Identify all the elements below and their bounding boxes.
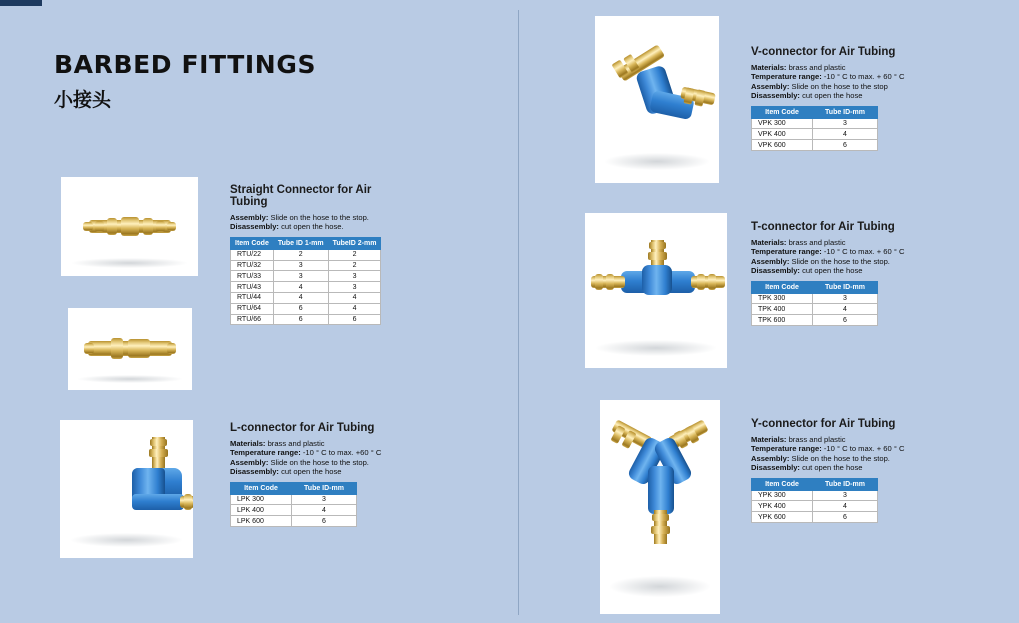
table-row (231, 292, 381, 303)
product-photo-straight-connector (61, 177, 198, 276)
product-table (751, 281, 878, 326)
cell-item-code: TPK 400 (752, 304, 813, 315)
product-block-l-connector (230, 422, 405, 527)
table-row (231, 282, 381, 293)
table-header-row (752, 106, 878, 118)
page-title-block (54, 50, 316, 112)
cell-item-code: LPK 600 (231, 516, 292, 527)
table-row (752, 501, 878, 512)
table-row (752, 512, 878, 523)
table-row (752, 304, 878, 315)
spec-label: Disassembly: (751, 463, 800, 473)
product-table (230, 482, 357, 527)
table-row (752, 118, 878, 129)
cell-tube-id: 4 (813, 501, 878, 512)
page-title: BARBED FITTINGS (54, 50, 317, 79)
spec-value: Slide on the hose to the stop. (791, 453, 890, 463)
product-block-t-connector (751, 221, 931, 326)
product-specs (751, 435, 931, 473)
product-specs (230, 213, 405, 232)
spec-value: Slide on the hose to the stop. (270, 457, 369, 467)
product-photo-y-connector (600, 400, 720, 614)
cell-item-code: YPK 400 (752, 501, 813, 512)
spec-value: -10 ° C to max. +60 ° C (302, 448, 382, 458)
spec-label: Temperature range: (230, 448, 301, 458)
spec-value: Slide on the hose to the stop. (270, 213, 369, 222)
product-table (751, 106, 878, 151)
table-row (752, 490, 878, 501)
spec-value: brass and plastic (788, 238, 846, 247)
product-table (751, 478, 878, 523)
cell-tube-id: 6 (813, 512, 878, 523)
table-row (231, 494, 357, 505)
table-row (752, 129, 878, 140)
cell-tube-id1: 3 (273, 271, 328, 282)
cell-tube-id1: 3 (273, 260, 328, 271)
spec-label: Temperature range: (751, 247, 822, 257)
table-header-cell: Tube ID-mm (292, 482, 357, 494)
spec-value: -10 ° C to max. + 60 ° C (823, 444, 905, 454)
spec-value: cut open the hose (281, 467, 342, 477)
catalog-page (0, 6, 1019, 623)
table-row (752, 293, 878, 304)
table-header-cell: Tube ID-mm (813, 281, 878, 293)
spec-value: brass and plastic (788, 63, 846, 72)
cell-tube-id1: 6 (273, 314, 328, 325)
table-header-cell: Item Code (752, 281, 813, 293)
cell-item-code: RTU/66 (231, 314, 274, 325)
product-title: L-connector for Air Tubing (230, 422, 375, 434)
product-specs (230, 439, 405, 477)
spec-label: Assembly: (230, 457, 269, 467)
table-row (752, 315, 878, 326)
table-header-cell: Tube ID-mm (813, 478, 878, 490)
cell-item-code: VPK 400 (752, 129, 813, 140)
cell-item-code: LPK 400 (231, 505, 292, 516)
table-header-cell: Tube ID-mm (813, 106, 878, 118)
product-specs (751, 238, 931, 276)
product-title: Straight Connector for Air Tubing (230, 184, 372, 208)
cell-item-code: YPK 600 (752, 512, 813, 523)
spec-label: Assembly: (230, 213, 269, 222)
cell-tube-id2: 6 (328, 314, 381, 325)
spec-value: brass and plastic (788, 435, 846, 444)
cell-tube-id1: 4 (273, 292, 328, 303)
spec-value: cut open the hose (802, 463, 863, 473)
table-row (231, 505, 357, 516)
cell-tube-id1: 4 (273, 282, 328, 293)
table-header-cell: TubeID 2-mm (328, 237, 381, 249)
table-header-cell: Item Code (752, 106, 813, 118)
cell-item-code: LPK 300 (231, 494, 292, 505)
cell-tube-id2: 3 (328, 282, 381, 293)
spec-label: Disassembly: (230, 467, 279, 477)
cell-tube-id2: 2 (328, 249, 381, 260)
table-header-cell: Item Code (752, 478, 813, 490)
cell-tube-id1: 6 (273, 303, 328, 314)
cell-item-code: RTU/32 (231, 260, 274, 271)
product-block-y-connector (751, 418, 931, 523)
table-header-cell: Item Code (231, 237, 274, 249)
spec-value: cut open the hose (802, 266, 863, 276)
page-subtitle: 小接头 (54, 89, 112, 111)
table-row (231, 303, 381, 314)
spec-value: cut open the hose. (281, 222, 344, 232)
cell-tube-id2: 3 (328, 271, 381, 282)
cell-tube-id: 3 (813, 118, 878, 129)
table-row (231, 249, 381, 260)
cell-tube-id: 6 (813, 140, 878, 151)
spec-label: Assembly: (751, 453, 790, 463)
cell-tube-id: 3 (292, 494, 357, 505)
cell-tube-id: 3 (813, 293, 878, 304)
cell-tube-id: 4 (813, 129, 878, 140)
cell-item-code: RTU/43 (231, 282, 274, 293)
cell-tube-id: 6 (292, 516, 357, 527)
product-block-straight-connector (230, 184, 405, 325)
table-header-row (231, 482, 357, 494)
spec-label: Disassembly: (751, 91, 800, 101)
table-header-row (231, 237, 381, 249)
spec-label: Materials: (751, 238, 787, 247)
cell-item-code: TPK 600 (752, 315, 813, 326)
table-row (231, 314, 381, 325)
product-photo-t-connector (585, 213, 727, 368)
cell-tube-id2: 4 (328, 292, 381, 303)
product-block-v-connector (751, 46, 931, 151)
spec-label: Assembly: (751, 256, 790, 266)
spec-label: Materials: (230, 439, 266, 448)
cell-tube-id2: 4 (328, 303, 381, 314)
product-photo-straight-connector-detail (68, 308, 192, 390)
cell-item-code: RTU/44 (231, 292, 274, 303)
table-row (231, 271, 381, 282)
table-row (752, 140, 878, 151)
cell-item-code: YPK 300 (752, 490, 813, 501)
table-header-row (752, 478, 878, 490)
spec-label: Temperature range: (751, 444, 822, 454)
table-row (231, 516, 357, 527)
spec-value: Slide on the hose to the stop (791, 81, 888, 91)
product-photo-v-connector (595, 16, 719, 183)
cell-tube-id2: 2 (328, 260, 381, 271)
spec-value: cut open the hose (802, 91, 863, 101)
cell-tube-id1: 2 (273, 249, 328, 260)
cell-item-code: RTU/64 (231, 303, 274, 314)
product-title: T-connector for Air Tubing (751, 221, 895, 233)
table-row (231, 260, 381, 271)
spec-value: brass and plastic (267, 439, 325, 448)
table-header-cell: Item Code (231, 482, 292, 494)
cell-item-code: RTU/22 (231, 249, 274, 260)
cell-tube-id: 4 (292, 505, 357, 516)
spec-value: -10 ° C to max. + 60 ° C (823, 247, 905, 257)
product-photo-l-connector (60, 420, 193, 558)
cell-item-code: TPK 300 (752, 293, 813, 304)
spec-label: Materials: (751, 435, 787, 444)
cell-item-code: VPK 300 (752, 118, 813, 129)
spec-label: Materials: (751, 63, 787, 72)
table-header-cell: Tube ID 1-mm (273, 237, 328, 249)
product-specs (751, 63, 931, 101)
cell-tube-id: 6 (813, 315, 878, 326)
product-table (230, 237, 381, 325)
cell-tube-id: 3 (813, 490, 878, 501)
spec-value: Slide on the hose to the stop. (791, 256, 890, 266)
cell-item-code: RTU/33 (231, 271, 274, 282)
spec-label: Disassembly: (751, 266, 800, 276)
spec-label: Assembly: (751, 81, 790, 91)
cell-tube-id: 4 (813, 304, 878, 315)
product-title: Y-connector for Air Tubing (751, 418, 896, 430)
cell-item-code: VPK 600 (752, 140, 813, 151)
column-divider (518, 10, 519, 615)
spec-label: Disassembly: (230, 222, 279, 232)
spec-value: -10 ° C to max. + 60 ° C (823, 72, 905, 82)
product-title: V-connector for Air Tubing (751, 46, 896, 58)
table-header-row (752, 281, 878, 293)
spec-label: Temperature range: (751, 72, 822, 82)
